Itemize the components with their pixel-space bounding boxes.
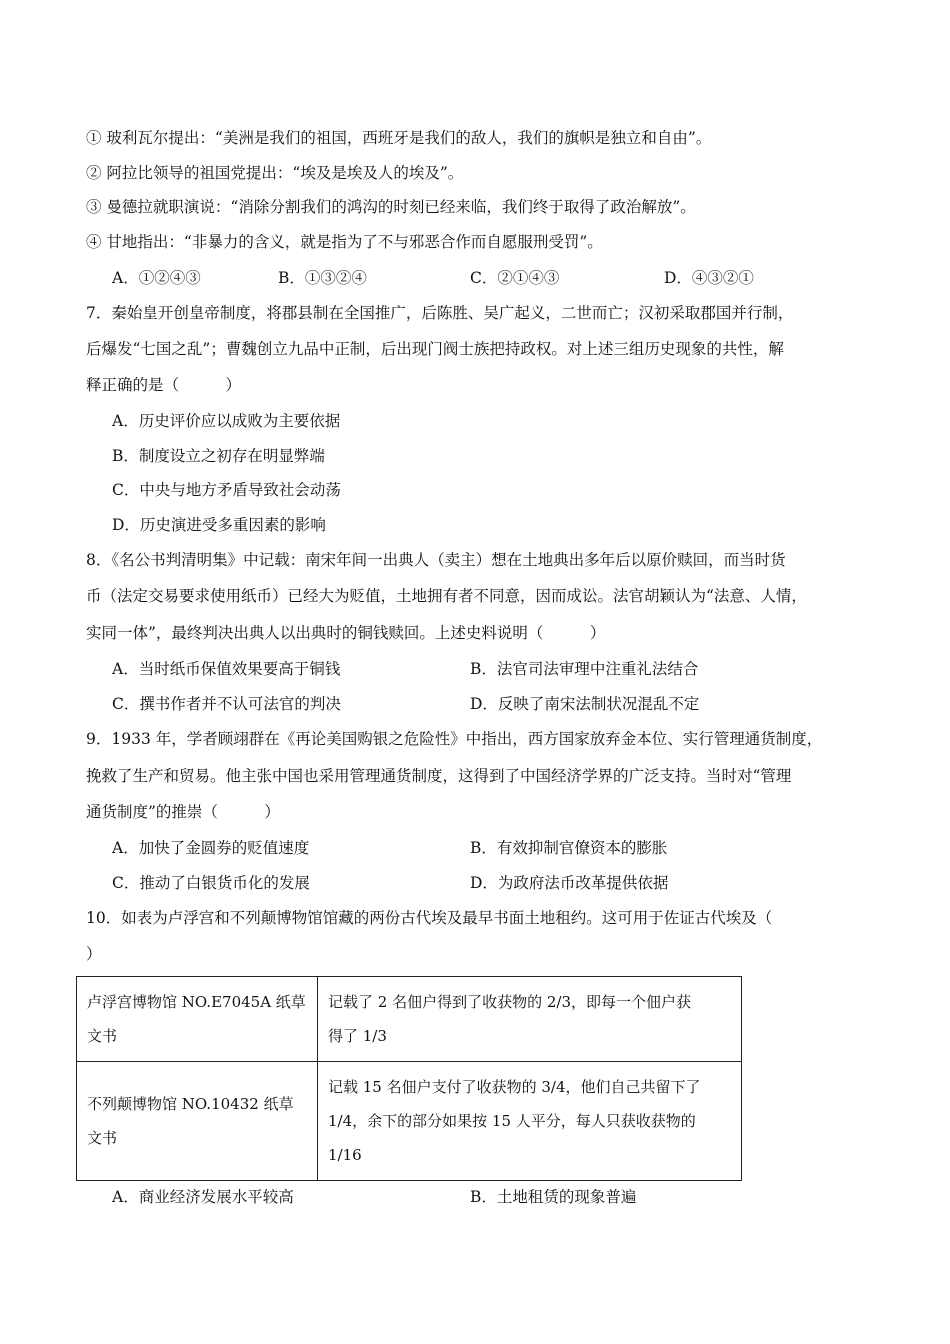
table-row xyxy=(77,1062,742,1181)
q8-option-d: D．反映了南宋法制状况混乱不定 xyxy=(470,695,700,713)
cell-line: 文书 xyxy=(87,1129,118,1147)
table-cell-source xyxy=(77,977,318,1062)
papyrus-table xyxy=(76,976,742,1181)
q10-option-b: B．土地租赁的现象普遍 xyxy=(470,1188,637,1206)
table-cell-content xyxy=(318,1062,742,1181)
q8-stem-line-1: 8．《名公书判清明集》中记载：南宋年间一出典人（卖主）想在土地典出多年后以原价赎回，而当时货 xyxy=(86,551,786,569)
table-cell-content xyxy=(318,977,742,1062)
q6-option-b: B．①③②④ xyxy=(278,269,367,287)
q6-option-c: C．②①④③ xyxy=(470,269,560,287)
statement-3: ③ 曼德拉就职演说：“消除分割我们的鸿沟的时刻已经来临，我们终于取得了政治解放”。 xyxy=(86,198,696,216)
cell-line: 记载 15 名佃户支付了收获物的 3/4，他们自己共留下了 xyxy=(328,1078,701,1096)
q9-stem-line-3: 通货制度”的推崇（ ） xyxy=(86,803,280,821)
statement-1: ① 玻利瓦尔提出：“美洲是我们的祖国，西班牙是我们的敌人，我们的旗帜是独立和自由”。 xyxy=(86,129,712,147)
statement-2: ② 阿拉比领导的祖国党提出：“埃及是埃及人的埃及”。 xyxy=(86,164,464,182)
cell-line: 1/16 xyxy=(328,1146,362,1164)
q9-stem-line-1: 9．1933 年，学者顾翊群在《再论美国购银之危险性》中指出，西方国家放弃金本位、实行管理通货制度， xyxy=(86,730,823,748)
cell-line: 得了 1/3 xyxy=(328,1027,387,1045)
q9-option-b: B．有效抑制官僚资本的膨胀 xyxy=(470,839,668,857)
q6-option-d: D．④③②① xyxy=(664,269,754,287)
q7-option-a: A．历史评价应以成败为主要依据 xyxy=(112,412,341,430)
q7-option-c: C．中央与地方矛盾导致社会动荡 xyxy=(112,481,341,499)
q10-stem-line-1: 10．如表为卢浮宫和不列颠博物馆馆藏的两份古代埃及最早书面土地租约。这可用于佐证古代埃及（ xyxy=(86,909,773,927)
q6-option-a: A．①②④③ xyxy=(112,269,201,287)
q7-option-b: B．制度设立之初存在明显弊端 xyxy=(112,447,325,465)
cell-line: 记载了 2 名佃户得到了收获物的 2/3，即每一个佃户获 xyxy=(328,993,691,1011)
q9-option-a: A．加快了金圆券的贬值速度 xyxy=(112,839,310,857)
table-row xyxy=(77,977,742,1062)
q9-stem-line-2: 挽救了生产和贸易。他主张中国也采用管理通货制度，这得到了中国经济学界的广泛支持。当时对“管理 xyxy=(86,767,792,785)
q8-stem-line-2: 币（法定交易要求使用纸币）已经大为贬值，土地拥有者不同意，因而成讼。法官胡颖认为“法意、人情， xyxy=(86,587,807,605)
q9-option-d: D．为政府法币改革提供依据 xyxy=(470,874,669,892)
cell-line: 卢浮宫博物馆 NO.E7045A 纸草 xyxy=(87,993,306,1011)
q8-option-c: C．撰书作者并不认可法官的判决 xyxy=(112,695,341,713)
q7-stem-line-2: 后爆发“七国之乱”；曹魏创立九品中正制，后出现门阀士族把持政权。对上述三组历史现象的共性，解 xyxy=(86,340,784,358)
q10-stem-line-2: ） xyxy=(86,945,102,963)
q7-stem-line-3: 释正确的是（ ） xyxy=(86,376,242,394)
q8-option-a: A．当时纸币保值效果要高于铜钱 xyxy=(112,660,341,678)
q8-option-b: B．法官司法审理中注重礼法结合 xyxy=(470,660,699,678)
q8-stem-line-3: 实同一体”，最终判决出典人以出典时的铜钱赎回。上述史料说明（ ） xyxy=(86,624,606,642)
statement-4: ④ 甘地指出：“非暴力的含义，就是指为了不与邪恶合作而自愿服刑受罚”。 xyxy=(86,233,603,251)
q7-stem-line-1: 7．秦始皇开创皇帝制度，将郡县制在全国推广，后陈胜、吴广起义，二世而亡；汉初采取郡国并行制， xyxy=(86,304,794,322)
cell-line: 文书 xyxy=(87,1027,118,1045)
cell-line: 1/4，余下的部分如果按 15 人平分，每人只获收获物的 xyxy=(328,1112,696,1130)
table-cell-source xyxy=(77,1062,318,1181)
cell-line: 不列颠博物馆 NO.10432 纸草 xyxy=(87,1095,294,1113)
q7-option-d: D．历史演进受多重因素的影响 xyxy=(112,516,326,534)
q10-option-a: A．商业经济发展水平较高 xyxy=(112,1188,294,1206)
q9-option-c: C．推动了白银货币化的发展 xyxy=(112,874,310,892)
